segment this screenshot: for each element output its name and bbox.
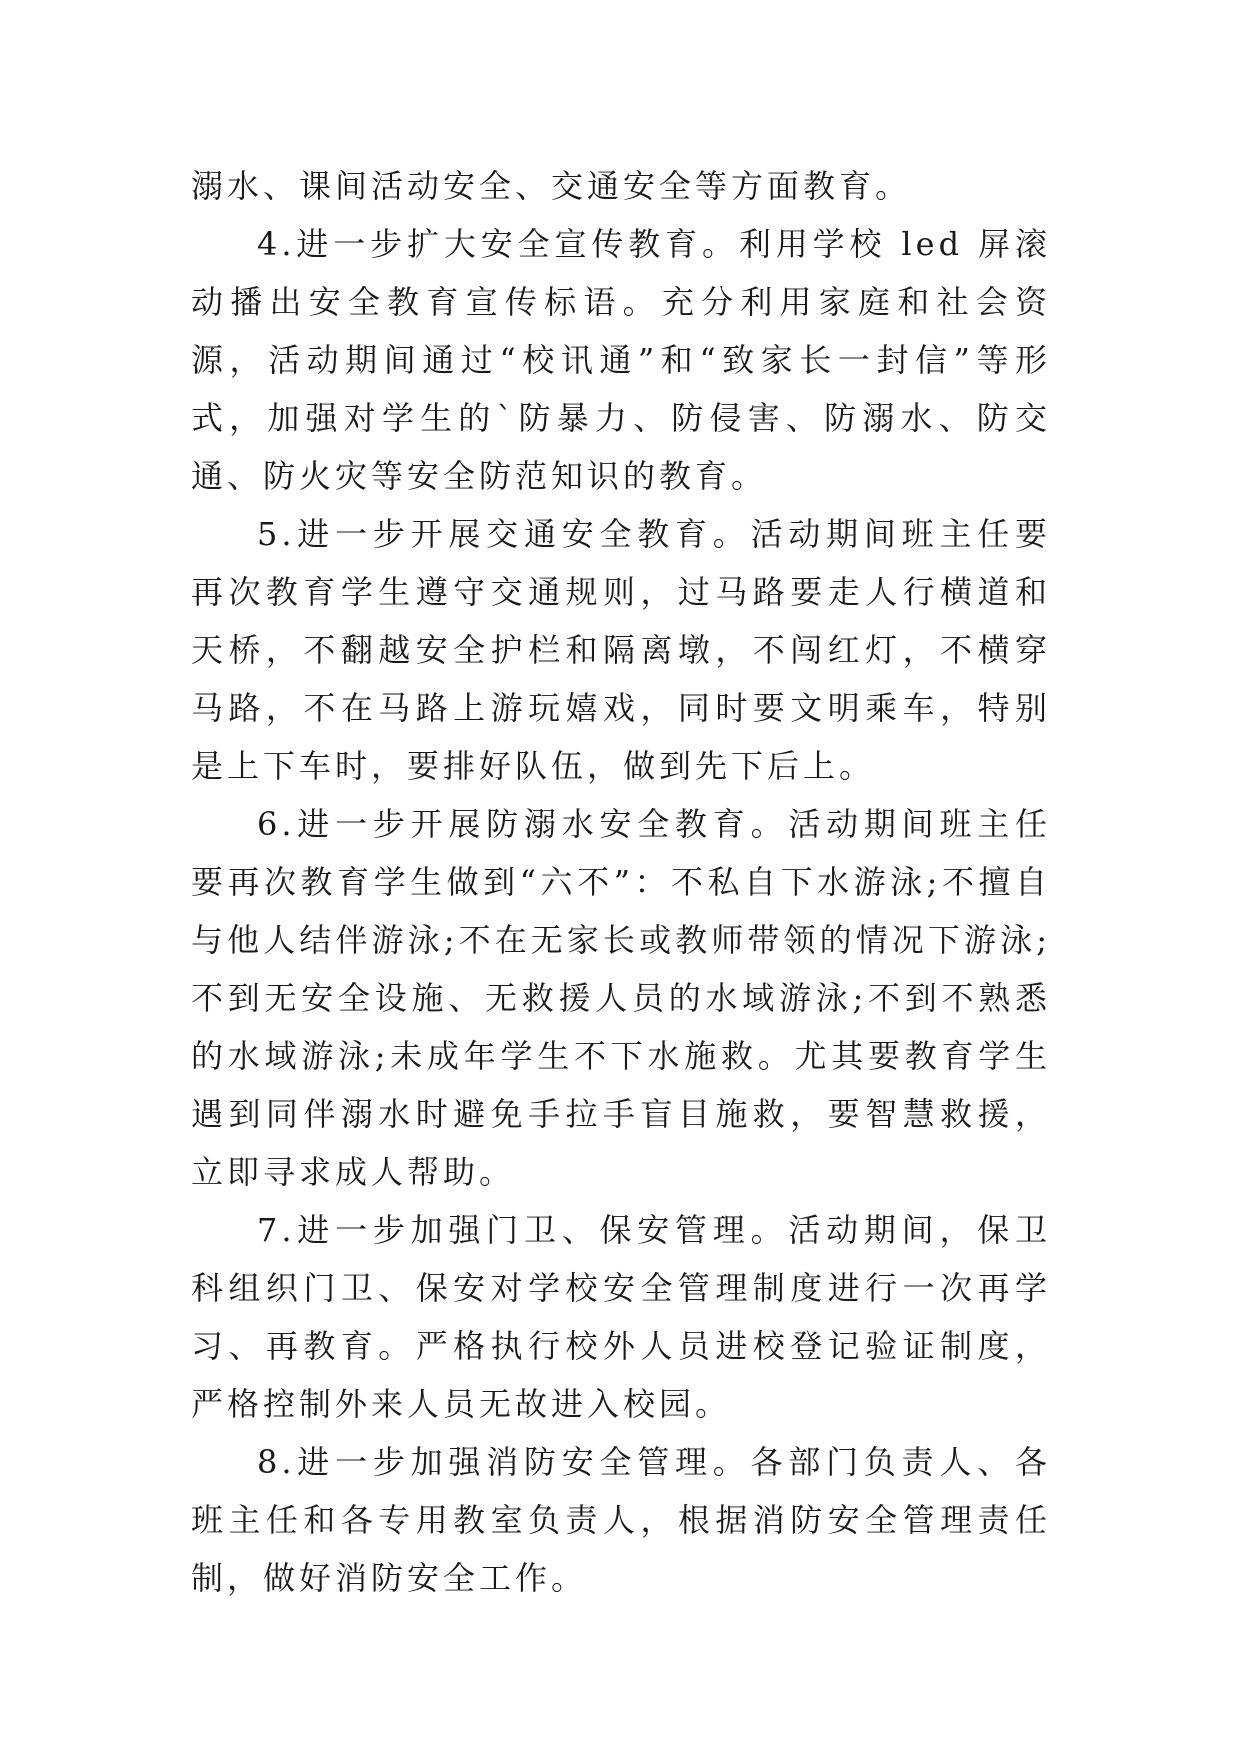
paragraph-item-4: 4.进一步扩大安全宣传教育。利用学校 led 屏滚动播出安全教育宣传标语。充分利用家庭和社会资源，活动期间通过“校讯通”和“致家长一封信”等形式，加强对学生的`防暴力、防侵害、防溺水、防交通、防火灾等安全防范知识的教育。 [191,225,1051,495]
document-body [191,157,1051,1607]
paragraph-item-5: 5.进一步开展交通安全教育。活动期间班主任要再次教育学生遵守交通规则，过马路要走人行横道和天桥，不翻越安全护栏和隔离墩，不闯红灯，不横穿马路，不在马路上游玩嬉戏，同时要文明乘车，特别是上下车时，要排好队伍，做到先下后上。 [191,515,1051,785]
paragraph-item-7: 7.进一步加强门卫、保安管理。活动期间，保卫科组织门卫、保安对学校安全管理制度进行一次再学习、再教育。严格执行校外人员进校登记验证制度，严格控制外来人员无故进入校园。 [191,1211,1051,1423]
paragraph-continuation: 溺水、课间活动安全、交通安全等方面教育。 [191,167,912,205]
paragraph-item-8: 8.进一步加强消防安全管理。各部门负责人、各班主任和各专用教室负责人，根据消防安全管理责任制，做好消防安全工作。 [191,1443,1051,1597]
paragraph-item-6: 6.进一步开展防溺水安全教育。活动期间班主任要再次教育学生做到“六不”：不私自下水游泳;不擅自与他人结伴游泳;不在无家长或教师带领的情况下游泳;不到无安全设施、无救援人员的水域游泳;不到不熟悉的水域游泳;未成年学生不下水施救。尤其要教育学生遇到同伴溺水时避免手拉手盲目施救，要智慧救援，立即寻求成人帮助。 [191,805,1051,1191]
